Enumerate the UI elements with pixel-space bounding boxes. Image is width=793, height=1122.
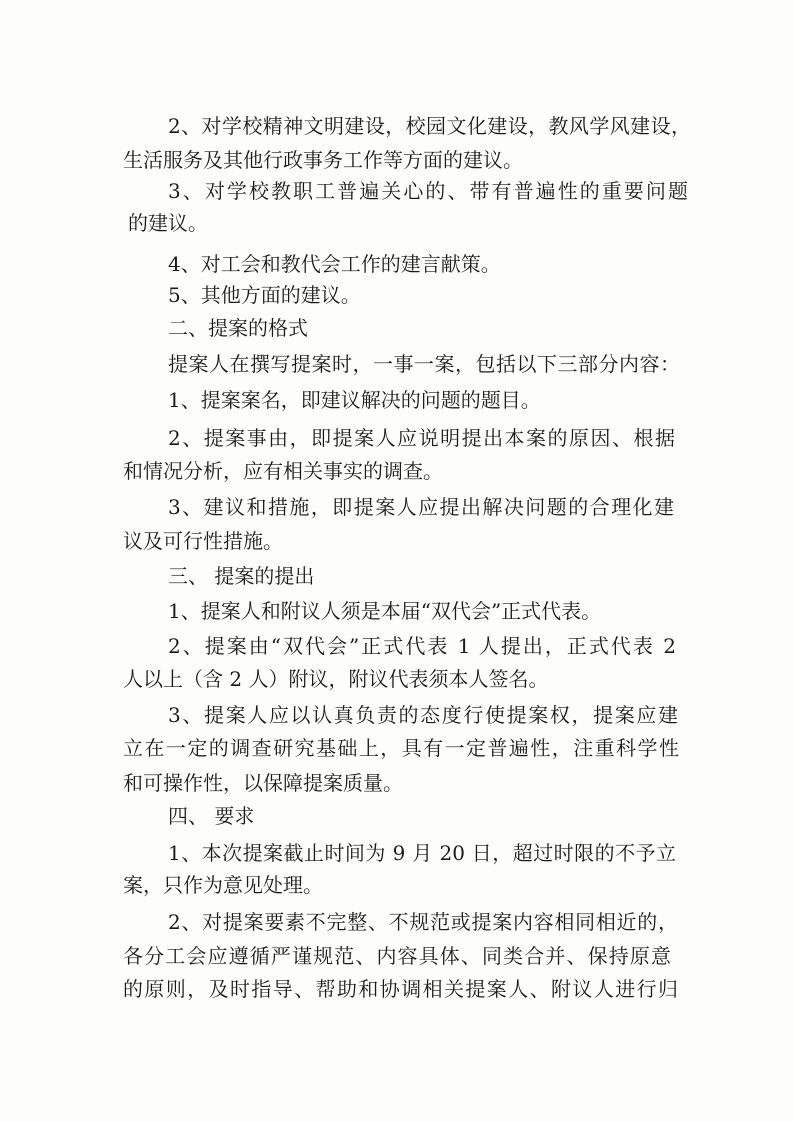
text-line: 和可操作性，以保障提案质量。 — [123, 771, 403, 795]
text-line: 3、对学校教职工普遍关心的、带有普遍性的重要问题 — [168, 179, 688, 203]
text-line: 2、提案事由，即提案人应说明提出本案的原因、根据 — [168, 426, 675, 450]
text-line: 的原则，及时指导、帮助和协调相关提案人、附议人进行归 — [123, 977, 678, 1001]
text-line: 2、对学校精神文明建设，校园文化建设，教风学风建设， — [168, 114, 691, 138]
text-line: 生活服务及其他行政事务工作等方面的建议。 — [123, 148, 523, 172]
text-line: 4、对工会和教代会工作的建言献策。 — [168, 252, 501, 276]
section-heading: 三、 提案的提出 — [168, 564, 315, 588]
text-line: 2、对提案要素不完整、不规范或提案内容相同相近的， — [168, 910, 678, 934]
section-heading: 二、提案的格式 — [168, 316, 308, 340]
section-heading: 四、 要求 — [168, 804, 255, 828]
text-line: 1、提案案名，即建议解决的问题的题目。 — [168, 388, 541, 412]
text-line: 提案人在撰写提案时，一事一案，包括以下三部分内容： — [168, 352, 680, 376]
text-line: 1、本次提案截止时间为 9 月 20 日，超过时限的不予立 — [168, 841, 676, 865]
text-line: 的建议。 — [128, 211, 208, 235]
text-line: 人以上（含 2 人）附议，附议代表须本人签名。 — [123, 667, 549, 691]
text-line: 议及可行性措施。 — [123, 529, 283, 553]
text-line: 3、建议和措施，即提案人应提出解决问题的合理化建 — [168, 495, 674, 519]
text-line: 5、其他方面的建议。 — [168, 283, 361, 307]
text-line: 3、提案人应以认真负责的态度行使提案权，提案应建 — [168, 703, 678, 727]
text-line: 和情况分析，应有相关事实的调查。 — [123, 459, 443, 483]
text-line: 案，只作为意见处理。 — [123, 873, 323, 897]
text-line: 1、提案人和附议人须是本届“双代会”正式代表。 — [168, 599, 602, 623]
text-line: 2、提案由“双代会”正式代表 1 人提出，正式代表 2 — [168, 634, 676, 658]
text-line: 立在一定的调查研究基础上，具有一定普遍性，注重科学性 — [123, 736, 679, 760]
text-line: 各分工会应遵循严谨规范、内容具体、同类合并、保持原意 — [123, 944, 671, 968]
